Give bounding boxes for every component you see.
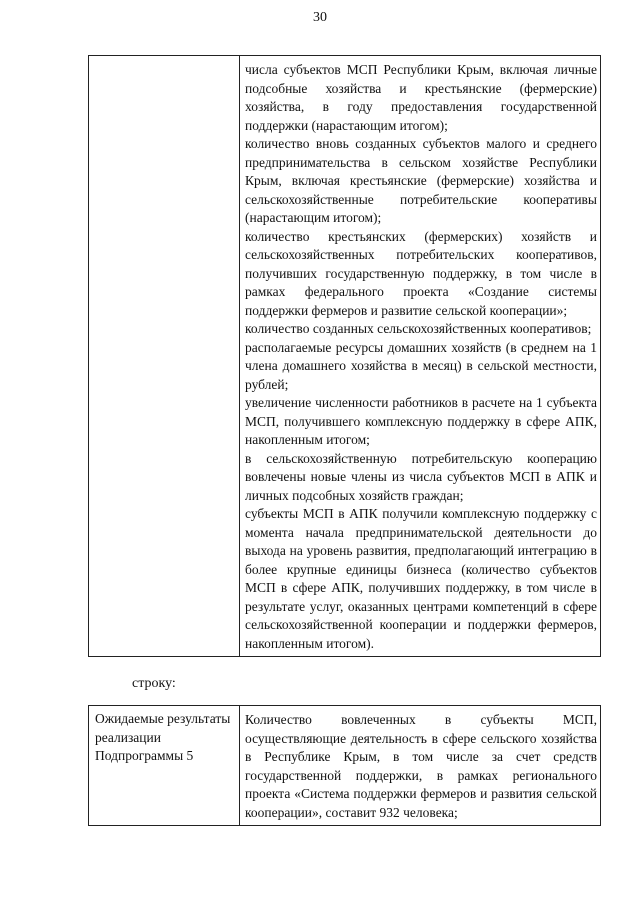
table-row <box>89 56 601 657</box>
page-number: 30 <box>313 10 327 25</box>
result-paragraph: Количество вовлеченных в субъекты МСП, осуществляющие деятельность в сфере сельского хозяйства в Республике Крым, в том числе за счет средств государственной поддержки, в рамках регионального проекта «Система поддержки фермеров и развития сельской кооперации», составит 932 человека; <box>245 712 597 820</box>
indicator-paragraph: количество крестьянских (фермерских) хозяйств и сельскохозяйственных потребительских кооперативов, получивших государственную поддержку, в том числе в рамках федерального проекта «Создание системы поддержки фермеров и развитие сельской кооперации»; <box>245 228 597 318</box>
indicators-table-continued <box>88 55 601 657</box>
expected-results-table <box>88 705 601 826</box>
indicator-paragraph: в сельскохозяйственную потребительскую кооперацию вовлечены новые члены из числа субъектов МСП в АПК и личных подсобных хозяйств граждан; <box>245 450 597 503</box>
indicator-paragraph: располагаемые ресурсы домашних хозяйств (в среднем на 1 члена домашнего хозяйства в месяц) в сельской местности, рублей; <box>245 339 597 392</box>
indicator-paragraph: числа субъектов МСП Республики Крым, включая личные подсобные хозяйства и крестьянские (фермерские) хозяйства, в году предоставления государственной поддержки (нарастающим итогом); <box>245 62 597 133</box>
expected-results-cell <box>240 706 601 826</box>
indicators-cell <box>240 56 601 657</box>
indicator-paragraph: увеличение численности работников в расчете на 1 субъекта МСП, получившего комплексную поддержку в сфере АПК, накопленным итогом; <box>245 395 597 447</box>
instruction-text: строку: <box>132 676 176 691</box>
table-row <box>89 706 601 826</box>
indicator-paragraph: количество вновь созданных субъектов малого и среднего предпринимательства в сельском хозяйстве Республики Крым, включая крестьянские (фермерские) хозяйства и сельскохозяйственные потребительские кооперативы (нарастающим итогом); <box>245 136 597 225</box>
row-heading-cell: Ожидаемые результаты реализации Подпрограммы 5 <box>89 706 240 826</box>
indicator-paragraph: количество созданных сельскохозяйственных кооперативов; <box>245 321 592 336</box>
indicator-paragraph: субъекты МСП в АПК получили комплексную поддержку с момента начала предпринимательской деятельности до выхода на уровень развития, предполагающий интеграцию в более крупные единицы бизнеса (количество субъектов МСП в сфере АПК, получивших поддержку, в том числе в результате услуг, оказанных центрами компетенций в сфере сельскохозяйственной кооперации и поддержки фермеров, накопленным итогом). <box>245 506 597 651</box>
left-cell-empty <box>89 56 240 657</box>
